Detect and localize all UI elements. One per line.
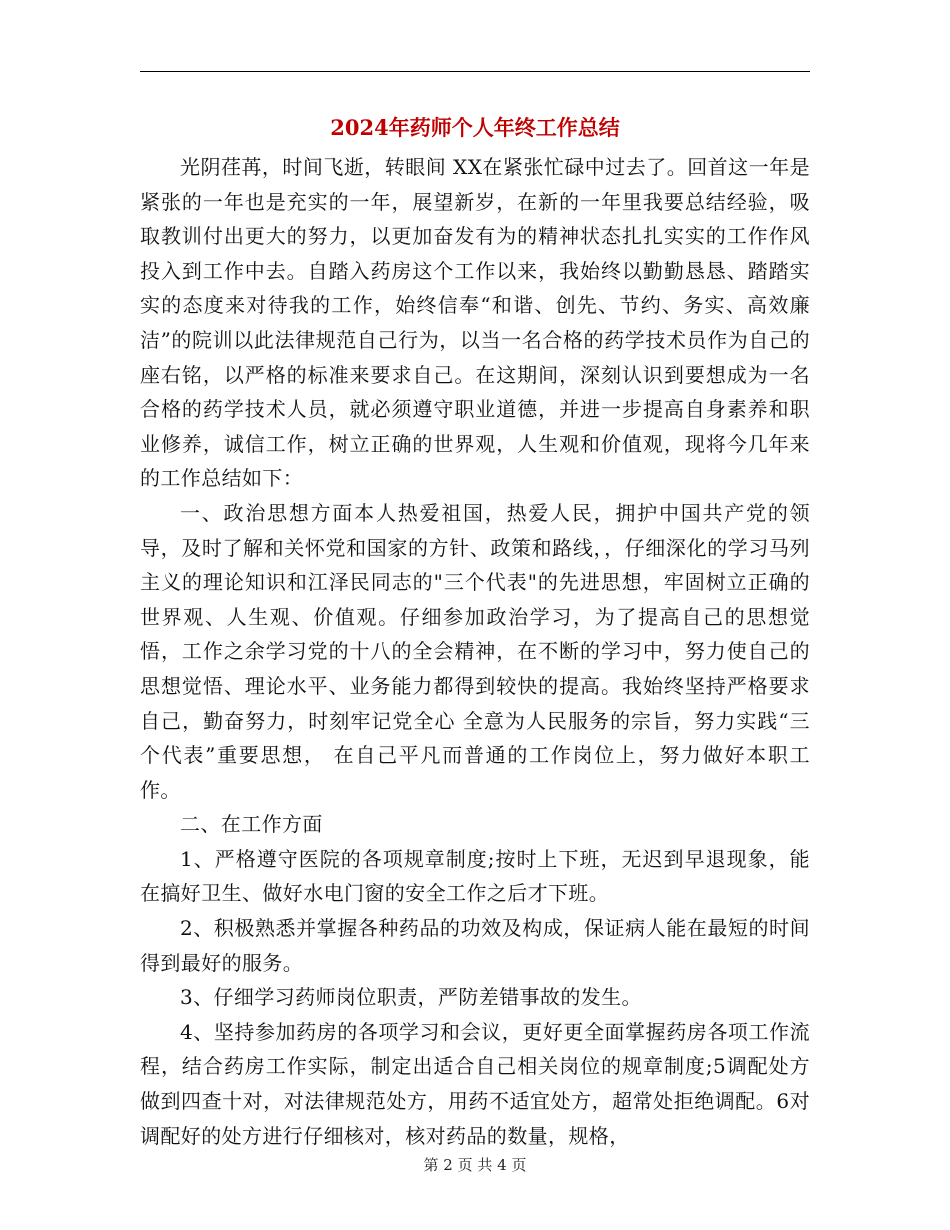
document-body bbox=[140, 150, 810, 1153]
paragraph-work-heading: 二、在工作方面 bbox=[180, 812, 323, 837]
paragraph-item-4: 4、坚持参加药房的各项学习和会议，更好更全面掌握药房各项工作流程，结合药房工作实际，制定出适合自己相关岗位的规章制度;5调配处方做到四查十对，对法律规范处方，用药不适宜处方，超常处拒绝调配。6对调配好的处方进行仔细核对，核对药品的数量，规格， bbox=[140, 1019, 810, 1148]
paragraph-item-3: 3、仔细学习药师岗位职责，严防差错事故的发生。 bbox=[180, 985, 642, 1010]
paragraph-intro: 光阴荏苒，时间飞逝，转眼间 XX在紧张忙碌中过去了。回首这一年是紧张的一年也是充实的一年，展望新岁，在新的一年里我要总结经验，吸取教训付出更大的努力，以更加奋发有为的精神状态扎扎实实的工作作风投入到工作中去。自踏入药房这个工作以来，我始终以勤勤恳恳、踏踏实实的态度来对待我的工作，始终信奉“和谐、创先、节约、务实、高效廉洁”的院训以此法律规范自己行为，以当一名合格的药学技术员作为自己的座右铭，以严格的标准来要求自己。在这期间，深刻认识到要想成为一名合格的药学技术人员，就必须遵守职业道德，并进一步提高自身素养和职业修养，诚信工作，树立正确的世界观，人生观和价值观，现将今几年来的工作总结如下： bbox=[140, 155, 810, 491]
paragraph-item-2: 2、积极熟悉并掌握各种药品的功效及构成，保证病人能在最短的时间得到最好的服务。 bbox=[140, 916, 810, 975]
paragraph-political: 一、政治思想方面本人热爱祖国，热爱人民，拥护中国共产党的领导，及时了解和关怀党和国家的方针、政策和路线，，仔细深化的学习马列主义的理论知识和江泽民同志的"三个代表"的先进思想，牢固树立正确的世界观、人生观、价值观。仔细参加政治学习，为了提高自己的思想觉悟，工作之余学习党的十八的全会精神，在不断的学习中，努力使自己的思想觉悟、理论水平、业务能力都得到较快的提高。我始终坚持严格要求自己，勤奋努力，时刻牢记党全心 全意为人民服务的宗旨，努力实践“三个代表”重要思想， 在自己平凡而普通的工作岗位上，努力做好本职工作。 bbox=[140, 500, 810, 802]
header-rule bbox=[140, 71, 810, 72]
page-number: 第 2 页 共 4 页 bbox=[423, 1156, 527, 1174]
paragraph-item-1: 1、严格遵守医院的各项规章制度;按时上下班，无迟到早退现象，能在搞好卫生、做好水电门窗的安全工作之后才下班。 bbox=[140, 846, 810, 906]
document-title: 2024年药师个人年终工作总结 bbox=[330, 115, 620, 140]
